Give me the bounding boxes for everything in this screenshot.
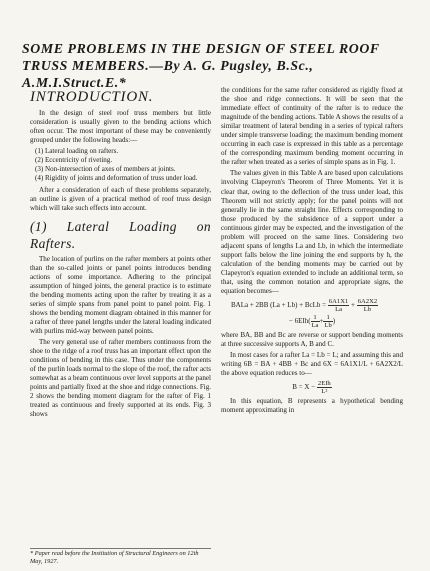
equation-fraction <box>323 314 332 329</box>
right-paragraph-5: In this equation, B represents a hypothetical bending moment approximating in <box>221 397 403 415</box>
left-column <box>30 86 211 421</box>
article-title: SOME PROBLEMS IN THE DESIGN OF STEEL ROOF TRUSS MEMBERS.—By A. G. Pugsley, B.Sc., A.M.I.Struct.E.* <box>22 41 380 90</box>
introduction-heading: INTRODUCTION. <box>30 89 154 105</box>
right-paragraph-3: where BA, BB and Bc are reverse or support bending moments at three successive supports A, B and C. <box>221 331 403 349</box>
right-paragraph-1: the conditions for the same rafter considered as rigidly fixed at the shoe and ridge connections. It will be seen that the immediate effect of continuity of the rafter is to reduce the magnitude of the bending actions. Table A shows the results of a similar treatment of lateral bending in a series of typical rafters under simple transverse loading; the maximum bending moment occurring in each case is expressed in this table as a percentage of the corresponding maximum bending moment occurring in the rafter when treated as a series of simple spans as in Fig. 1. <box>221 86 403 167</box>
list-item: (2) Eccentricity of riveting. <box>35 156 113 165</box>
right-column <box>221 86 403 417</box>
reduced-equation <box>221 380 403 395</box>
plus-sign: + <box>351 301 355 310</box>
fraction-denominator: La <box>311 322 319 330</box>
right-paragraph-2: The values given in this Table A are based upon calculations involving Clapeyron's Theorem of Three Moments. Yet it is clear that, owing to the deflection of the truss under load, this Theorem will not strictly apply; for the panel points will not generally lie in the same straight line. Effects corresponding to those produced by the subsidence of a support under a continuous girder may be expected, and the investigation of the problem will proceed on the same lines. Considering two adjacent spans of lengths La and Lb, in which the intermediate support falls below the line joining the end supports by h, the calculation of the bending moments may be carried out by Clapeyron's equation extended to include an additional term, so that, using the common notation and appropriate signs, the equation becomes— <box>221 169 403 296</box>
section-1-paragraph-1: The location of purlins on the rafter members at points other than the so-called joints or panel points introduces bending actions of some importance. Adhering to the principal assumption of hinged joints, the general practice is to estimate the bending moments acting upon the rafter by treating it as a series of simple spans from panel point to panel point. Fig. 1 shows the bending moment diagram obtained in this manner for a rafter of three panel lengths under the lateral loading indicated with purlins mid-way between panel points. <box>30 254 211 335</box>
fraction-denominator: Lb <box>363 306 372 314</box>
clapeyron-equation: BALa + 2BB (La + Lb) + BcLb = $\frac{6A1X1}{La}$ + $\frac{6A2X2}{Lb}$ − 6EIh( $\frac{1}{La}$ + $\frac{1}{Lb}$ ) <box>231 298 378 330</box>
equation-left-side: B = X − <box>292 383 316 392</box>
fraction-numerator: 2EIh <box>317 380 331 388</box>
right-paragraph-4: In most cases for a rafter La = Lb = L; and assuming this and writing 6B = BA + 4BB + Bc and 6X = 6A1X1/L + 6A2X2/L the above equation reduces to— <box>221 351 403 378</box>
equation-left-side: BALa + 2BB (La + Lb) + BcLb = <box>231 301 327 310</box>
intro-paragraph-2: After a consideration of each of these problems separately, an outline is given of a practical method of roof truss design which will take such effects into account. <box>30 186 211 213</box>
list-item: (1) Lateral loading on rafters. <box>35 147 119 156</box>
equation-term: − 6EIh <box>288 317 309 326</box>
fraction-numerator: 1 <box>311 314 320 322</box>
equation-fraction <box>311 314 320 329</box>
section-1-paragraph-2: The very general use of rafter members continuous from the shoe to the ridge of a roof truss has an important effect upon the conditions of bending in this case. Thus under the components of the purlin loads normal to the slope of the roof, the rafter acts somewhat as a beam continuous over level supports at the panel points and partially fixed at the shoe and ridge connections. Fig. 2 shows the bending moment diagram for the rafter of Fig. 1 treated as continuous and freely supported at its ends. Fig. 3 shows <box>30 337 211 419</box>
section-1-heading: (1) Lateral Loading on Rafters. <box>30 218 211 251</box>
list-item: (4) Rigidity of joints and deformation of truss under load. <box>35 174 198 183</box>
fraction-numerator: 6A1X1 <box>328 298 349 306</box>
equation-fraction <box>317 380 332 395</box>
equation-fraction <box>328 298 349 313</box>
fraction-numerator: 6A2X2 <box>357 298 378 306</box>
list-item: (3) Non-intersection of axes of members at joints. <box>35 165 176 174</box>
fraction-denominator: L² <box>321 388 328 396</box>
problem-list <box>30 147 211 183</box>
footnote: * Paper read before the Institution of Structural Engineers on 12th May, 1927. <box>30 548 211 565</box>
fraction-denominator: Lb <box>324 322 332 330</box>
fraction-denominator: La <box>335 306 343 314</box>
fraction-numerator: 1 <box>323 314 332 322</box>
intro-paragraph-1: In the design of steel roof truss members but little consideration is usually given to the bending actions which often occur. The most important of these may be conveniently grouped under the following heads:— <box>30 109 211 145</box>
equation-fraction <box>357 298 378 313</box>
